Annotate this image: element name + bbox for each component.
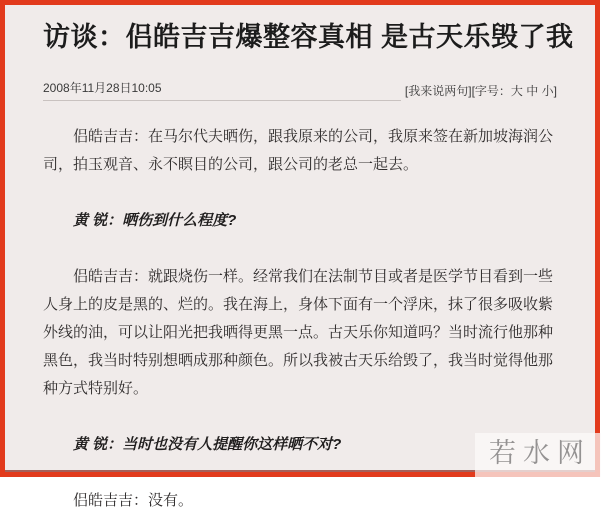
fontsize-label-close: ] bbox=[553, 83, 557, 98]
site-watermark: 若水网 bbox=[475, 433, 601, 477]
fontsize-medium-button[interactable]: 中 bbox=[526, 83, 539, 98]
meta-row bbox=[43, 79, 557, 101]
fontsize-small-button[interactable]: 小 bbox=[541, 83, 554, 98]
interview-answer-paragraph: 侣皓吉吉：就跟烧伤一样。经常我们在法制节目或者是医学节目看到一些人身上的皮是黑的、烂的。我在海上，身体下面有一个浮床，抹了很多吸收紫外线的油，可以让阳光把我晒得更黑一点。古天乐你知道吗？当时流行他那种黑色，我当时特别想晒成那种颜色。所以我被古天乐给毁了，我当时觉得他那种方式特别好。 bbox=[43, 267, 554, 397]
publish-date: 2008年11月28日10:05 bbox=[43, 80, 162, 95]
page-title: 访谈：侣皓吉吉爆整容真相 是古天乐毁了我 bbox=[43, 22, 574, 52]
meta-links bbox=[401, 82, 557, 101]
publish-date-container bbox=[43, 79, 401, 101]
interview-question-paragraph: 黄 锐：当时也没有人提醒你这样晒不对? bbox=[73, 435, 342, 453]
interview-answer-paragraph: 侣皓吉吉：在马尔代夫晒伤，跟我原来的公司，我原来签在新加坡海润公司，拍玉观音、永不瞑目的公司，跟公司的老总一起去。 bbox=[43, 127, 554, 173]
interview-question-paragraph: 黄 锐：晒伤到什么程度? bbox=[73, 211, 237, 229]
fontsize-label: [字号： bbox=[471, 83, 511, 98]
fontsize-large-button[interactable]: 大 bbox=[510, 83, 523, 98]
interview-answer-paragraph: 侣皓吉吉：没有。 bbox=[73, 491, 194, 509]
comment-link[interactable]: [我来说两句] bbox=[404, 83, 472, 98]
